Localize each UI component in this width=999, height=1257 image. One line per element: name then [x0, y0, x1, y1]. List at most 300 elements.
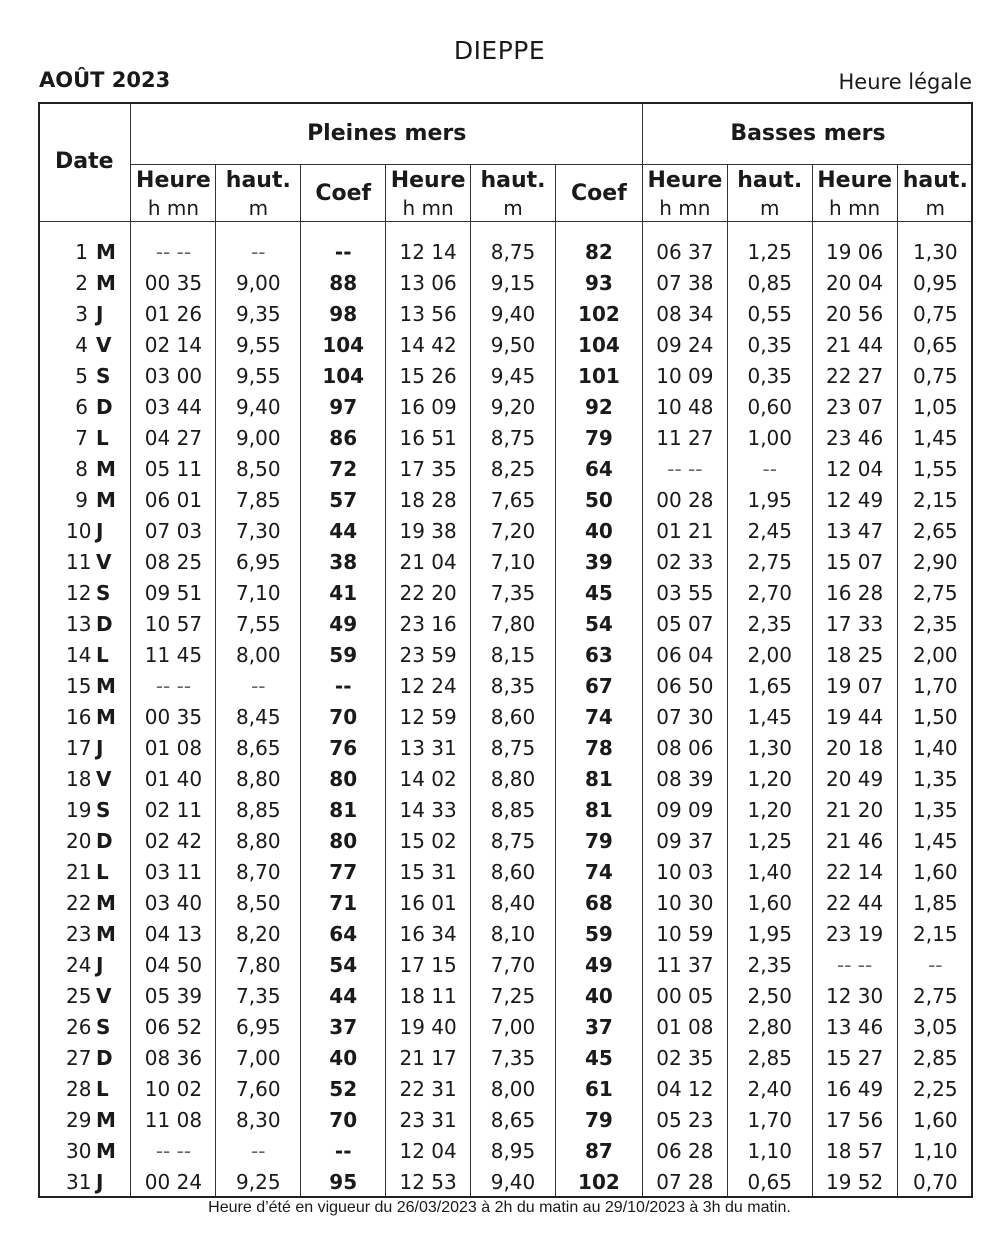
pm1-haut-cell: 8,30: [216, 1105, 301, 1136]
pm2-coef-cell: 50: [555, 484, 642, 515]
pm1-coef-cell: --: [301, 236, 386, 267]
basses-mers-header: Basses mers: [642, 102, 973, 165]
pm1-coef-cell: 40: [301, 1043, 386, 1074]
weekday-letter: M: [96, 922, 116, 946]
pm1-haut-cell: 7,55: [216, 608, 301, 639]
bm2-haut-cell: 3,05: [897, 1012, 973, 1043]
bm1-haut-cell: 1,10: [727, 1136, 812, 1167]
table-row: [38, 919, 973, 950]
pm2-haut-cell: 8,75: [471, 422, 556, 453]
pm2-heure-cell: 16 34: [386, 919, 471, 950]
day-number: 30: [66, 1139, 92, 1164]
day-number: 24: [66, 953, 92, 978]
pm2-coef-cell: 81: [555, 763, 642, 794]
pm2-haut-cell: 8,65: [471, 1105, 556, 1136]
pm2-coef-cell: 87: [555, 1136, 642, 1167]
bm1-haut-cell: 1,00: [727, 422, 812, 453]
pm2-coef-cell: 82: [555, 236, 642, 267]
pm1-heure-cell: -- --: [131, 1136, 216, 1167]
table-row: [38, 794, 973, 825]
weekday-letter: M: [96, 239, 116, 264]
pm2-heure-cell: 12 24: [386, 670, 471, 701]
pm2-haut-cell: 8,60: [471, 856, 556, 887]
table-row: [38, 422, 973, 453]
pm1-haut-cell: --: [216, 236, 301, 267]
bm2-haut-cell: 2,85: [897, 1043, 973, 1074]
pm1-heure-cell: 02 42: [131, 825, 216, 856]
pm2-heure-cell: 22 20: [386, 577, 471, 608]
pm1-haut-cell: 8,50: [216, 453, 301, 484]
bm2-haut-cell: 1,30: [897, 236, 973, 267]
pm1-haut-cell: 7,80: [216, 950, 301, 981]
pm2-haut-cell: 8,75: [471, 825, 556, 856]
bm2-haut-cell: 0,75: [897, 360, 973, 391]
pm2-heure-cell: 16 51: [386, 422, 471, 453]
pm2-haut-cell: 8,00: [471, 1074, 556, 1105]
day-number: 17: [66, 735, 92, 760]
bm1-haut-cell: 1,25: [727, 236, 812, 267]
day-number: 29: [66, 1108, 92, 1133]
bm2-haut-cell: 1,70: [897, 670, 973, 701]
table-row: [38, 1012, 973, 1043]
pm2-haut-cell: 7,25: [471, 981, 556, 1012]
bm2-heure-cell: 19 52: [812, 1167, 897, 1198]
month-label: AOÛT 2023: [39, 68, 171, 92]
pm2-coef-cell: 81: [555, 794, 642, 825]
bm1-haut-cell: 1,40: [727, 856, 812, 887]
weekday-letter: M: [96, 890, 116, 915]
pm1-heure-cell: 00 35: [131, 267, 216, 298]
bm2-heure-cell: 23 07: [812, 391, 897, 422]
weekday-letter: L: [96, 425, 109, 450]
pm1-haut-cell: 8,80: [216, 825, 301, 856]
bm2-haut-cell: 2,00: [897, 639, 973, 670]
pm1-haut-cell: 9,55: [216, 360, 301, 391]
pm1-coef-cell: 80: [301, 825, 386, 856]
bm1-heure-cell: 01 08: [642, 1012, 727, 1043]
pm2-coef-cell: 102: [555, 298, 642, 329]
pm2-haut-cell: 9,40: [471, 1167, 556, 1198]
table-row: [38, 1074, 973, 1105]
bm1-haut-cell: 1,65: [727, 670, 812, 701]
bm2-haut-cell: 1,45: [897, 422, 973, 453]
pm1-haut-cell: 7,00: [216, 1043, 301, 1074]
pm1-heure-cell: 05 39: [131, 981, 216, 1012]
bm2-haut-cell: 2,15: [897, 919, 973, 950]
pm2-heure-cell: 18 11: [386, 981, 471, 1012]
day-number: 18: [66, 766, 92, 791]
pm2-coef-cell: 68: [555, 887, 642, 918]
bm2-heure-cell: 13 46: [812, 1012, 897, 1043]
date-cell: [38, 1136, 131, 1167]
weekday-letter: M: [96, 456, 116, 481]
bm1-haut-cell: 2,85: [727, 1043, 812, 1074]
weekday-letter: D: [96, 1046, 113, 1071]
date-cell: [38, 391, 131, 422]
pm2-heure-cell: 23 31: [386, 1105, 471, 1136]
table-row: [38, 360, 973, 391]
day-number: 4: [75, 332, 88, 357]
date-cell: [38, 856, 131, 887]
bm1-haut-cell: 1,95: [727, 484, 812, 515]
day-number: 15: [66, 673, 92, 698]
pm1-coef-cell: 86: [301, 422, 386, 453]
pm1-coef-cell: 81: [301, 794, 386, 825]
bm2-heure-cell: 21 46: [812, 825, 897, 856]
bm1-haut-cell: 0,55: [727, 298, 812, 329]
bm2-heure-cell: 15 07: [812, 546, 897, 577]
date-cell: [38, 950, 131, 981]
table-row: [38, 981, 973, 1012]
pm1-haut-cell: 7,60: [216, 1074, 301, 1105]
day-number: 16: [66, 704, 92, 729]
pm2-coef-cell: 61: [555, 1074, 642, 1105]
date-cell: [38, 484, 131, 515]
pm1-haut-cell: --: [216, 670, 301, 701]
pm2-coef-cell: 40: [555, 515, 642, 546]
time-note: Heure légale: [838, 70, 972, 94]
weekday-letter: L: [96, 642, 109, 667]
bm2-haut-cell: 2,35: [897, 608, 973, 639]
weekday-letter: J: [96, 1170, 104, 1195]
pm2-coef-cell: 79: [555, 1105, 642, 1136]
date-cell: [38, 701, 131, 732]
date-cell: [38, 919, 131, 950]
bm1-haut-cell: 2,45: [727, 515, 812, 546]
pm2-haut-cell: 8,10: [471, 919, 556, 950]
bm1-haut-cell: 1,25: [727, 825, 812, 856]
pm1-coef-cell: 70: [301, 701, 386, 732]
table-row: [38, 670, 973, 701]
pm1-coef-cell: 98: [301, 298, 386, 329]
table-row: [38, 763, 973, 794]
pm2-haut-cell: 8,95: [471, 1136, 556, 1167]
bm1-heure-cell: -- --: [642, 453, 727, 484]
pm1-coef-header: Coef: [301, 165, 386, 222]
pm1-coef-cell: --: [301, 670, 386, 701]
pm1-haut-cell: 6,95: [216, 1012, 301, 1043]
pm1-haut-cell: 7,35: [216, 981, 301, 1012]
bm1-haut-cell: 2,40: [727, 1074, 812, 1105]
pm1-haut-cell: 7,10: [216, 577, 301, 608]
pm2-heure-cell: 15 26: [386, 360, 471, 391]
pm2-haut-cell: 9,40: [471, 298, 556, 329]
bm1-heure-cell: 06 28: [642, 1136, 727, 1167]
pm1-haut-cell: 8,20: [216, 919, 301, 950]
pm1-haut-cell: --: [216, 1136, 301, 1167]
bm1-haut-cell: 2,35: [727, 950, 812, 981]
pm1-heure-cell: 02 11: [131, 794, 216, 825]
pm1-heure-cell: -- --: [131, 236, 216, 267]
pm1-coef-cell: 88: [301, 267, 386, 298]
pm2-coef-cell: 92: [555, 391, 642, 422]
date-cell: [38, 1043, 131, 1074]
weekday-letter: J: [96, 735, 104, 760]
pm1-heure-cell: 03 11: [131, 856, 216, 887]
pm2-haut-cell: 7,35: [471, 1043, 556, 1074]
date-cell: [38, 825, 131, 856]
pm2-coef-cell: 74: [555, 701, 642, 732]
pleines-mers-header: Pleines mers: [131, 102, 642, 165]
pm2-heure-cell: 23 16: [386, 608, 471, 639]
bm1-heure-cell: 09 24: [642, 329, 727, 360]
pm1-haut-cell: 8,80: [216, 763, 301, 794]
day-number: 8: [75, 456, 88, 481]
bm1-haut-cell: 1,60: [727, 887, 812, 918]
bm2-heure-cell: 18 25: [812, 639, 897, 670]
table-row: [38, 608, 973, 639]
pm2-heure-header: Heure h mn: [386, 165, 471, 222]
table-row: [38, 329, 973, 360]
pm2-heure-cell: 12 59: [386, 701, 471, 732]
bm2-heure-cell: 22 14: [812, 856, 897, 887]
day-number: 22: [66, 890, 92, 915]
bm1-haut-cell: 2,35: [727, 608, 812, 639]
pm2-heure-cell: 18 28: [386, 484, 471, 515]
table-row: [38, 1043, 973, 1074]
pm1-coef-cell: 72: [301, 453, 386, 484]
date-cell: [38, 1167, 131, 1198]
pm2-heure-cell: 21 17: [386, 1043, 471, 1074]
bm1-heure-cell: 09 09: [642, 794, 727, 825]
pm1-heure-cell: 00 24: [131, 1167, 216, 1198]
bm1-heure-cell: 02 33: [642, 546, 727, 577]
date-cell: [38, 267, 131, 298]
bm2-heure-cell: 23 19: [812, 919, 897, 950]
bm2-haut-cell: 1,85: [897, 887, 973, 918]
day-number: 23: [66, 922, 92, 946]
date-cell: [38, 639, 131, 670]
table-row: [38, 453, 973, 484]
pm2-haut-cell: 9,45: [471, 360, 556, 391]
bm2-haut-cell: 0,95: [897, 267, 973, 298]
table-row: [38, 732, 973, 763]
date-cell: [38, 546, 131, 577]
pm2-coef-cell: 39: [555, 546, 642, 577]
date-cell: [38, 1105, 131, 1136]
pm2-heure-cell: 16 01: [386, 887, 471, 918]
bm2-heure-cell: 17 56: [812, 1105, 897, 1136]
pm1-heure-cell: 06 01: [131, 484, 216, 515]
day-number: 2: [75, 270, 88, 295]
table-row: [38, 1136, 973, 1167]
bm2-haut-cell: 1,60: [897, 856, 973, 887]
pm2-heure-cell: 23 59: [386, 639, 471, 670]
pm2-haut-header: haut. m: [471, 165, 556, 222]
bm1-heure-cell: 00 05: [642, 981, 727, 1012]
date-cell: [38, 1074, 131, 1105]
pm1-haut-cell: 9,40: [216, 391, 301, 422]
bm2-heure-cell: 12 49: [812, 484, 897, 515]
weekday-letter: D: [96, 611, 113, 636]
pm2-coef-cell: 74: [555, 856, 642, 887]
pm1-haut-cell: 8,50: [216, 887, 301, 918]
pm2-coef-cell: 78: [555, 732, 642, 763]
pm2-heure-cell: 14 33: [386, 794, 471, 825]
bm1-haut-cell: --: [727, 453, 812, 484]
bm2-heure-cell: 19 07: [812, 670, 897, 701]
pm2-coef-cell: 45: [555, 1043, 642, 1074]
day-number: 12: [66, 580, 92, 605]
table-row: [38, 236, 973, 267]
bm2-haut-cell: 1,10: [897, 1136, 973, 1167]
day-number: 7: [75, 425, 88, 450]
pm1-coef-cell: 54: [301, 950, 386, 981]
date-cell: [38, 1012, 131, 1043]
bm1-heure-cell: 06 37: [642, 236, 727, 267]
pm1-heure-cell: 04 50: [131, 950, 216, 981]
pm2-heure-cell: 16 09: [386, 391, 471, 422]
weekday-letter: V: [96, 984, 112, 1009]
bm1-heure-cell: 04 12: [642, 1074, 727, 1105]
pm1-haut-cell: 9,00: [216, 422, 301, 453]
bm1-heure-cell: 09 37: [642, 825, 727, 856]
day-number: 14: [66, 642, 92, 667]
weekday-letter: M: [96, 673, 116, 698]
pm2-haut-cell: 7,65: [471, 484, 556, 515]
pm1-heure-cell: 01 40: [131, 763, 216, 794]
pm1-coef-cell: 95: [301, 1167, 386, 1198]
bm2-heure-cell: 16 49: [812, 1074, 897, 1105]
pm1-haut-cell: 8,70: [216, 856, 301, 887]
bm2-heure-cell: 13 47: [812, 515, 897, 546]
table-row: [38, 887, 973, 918]
pm2-haut-cell: 9,15: [471, 267, 556, 298]
pm1-heure-cell: 04 13: [131, 919, 216, 950]
bm2-heure-cell: 22 44: [812, 887, 897, 918]
pm2-coef-cell: 79: [555, 422, 642, 453]
pm1-coef-cell: 44: [301, 981, 386, 1012]
pm1-heure-cell: 05 11: [131, 453, 216, 484]
pm2-heure-cell: 13 06: [386, 267, 471, 298]
date-cell: [38, 360, 131, 391]
day-number: 25: [66, 984, 92, 1009]
bm1-heure-cell: 10 59: [642, 919, 727, 950]
pm2-heure-cell: 12 14: [386, 236, 471, 267]
pm1-heure-cell: 00 35: [131, 701, 216, 732]
table-row: [38, 639, 973, 670]
bm2-heure-cell: 20 49: [812, 763, 897, 794]
bm2-haut-cell: --: [897, 950, 973, 981]
table-row: [38, 546, 973, 577]
pm1-haut-cell: 9,55: [216, 329, 301, 360]
pm2-heure-cell: 21 04: [386, 546, 471, 577]
pm1-haut-cell: 7,85: [216, 484, 301, 515]
day-number: 11: [66, 549, 92, 574]
bm2-heure-cell: 17 33: [812, 608, 897, 639]
bm1-haut-cell: 0,85: [727, 267, 812, 298]
pm1-coef-cell: 80: [301, 763, 386, 794]
pm1-haut-cell: 9,25: [216, 1167, 301, 1198]
bm1-haut-cell: 1,70: [727, 1105, 812, 1136]
date-cell: [38, 453, 131, 484]
weekday-letter: S: [96, 1015, 111, 1040]
day-number: 19: [66, 797, 92, 822]
pm2-heure-cell: 17 35: [386, 453, 471, 484]
day-number: 26: [66, 1015, 92, 1040]
table-row: [38, 515, 973, 546]
pm1-coef-cell: 76: [301, 732, 386, 763]
pm2-haut-cell: 8,15: [471, 639, 556, 670]
pm2-haut-cell: 8,75: [471, 732, 556, 763]
pm1-haut-cell: 8,65: [216, 732, 301, 763]
bm1-heure-cell: 00 28: [642, 484, 727, 515]
weekday-letter: M: [96, 1108, 116, 1133]
bm1-haut-cell: 1,20: [727, 763, 812, 794]
footer-note: Heure d’été en vigueur du 26/03/2023 à 2h du matin au 29/10/2023 à 3h du matin.: [208, 1199, 791, 1216]
pm1-heure-cell: 06 52: [131, 1012, 216, 1043]
date-cell: [38, 732, 131, 763]
bm2-heure-cell: 12 30: [812, 981, 897, 1012]
bm2-haut-cell: 2,65: [897, 515, 973, 546]
pm2-haut-cell: 8,35: [471, 670, 556, 701]
date-cell: [38, 577, 131, 608]
pm1-heure-cell: -- --: [131, 670, 216, 701]
pm1-coef-cell: 49: [301, 608, 386, 639]
pm2-haut-cell: 7,00: [471, 1012, 556, 1043]
pm1-heure-cell: 02 14: [131, 329, 216, 360]
pm1-heure-header: Heure h mn: [131, 165, 216, 222]
pm1-haut-cell: 6,95: [216, 546, 301, 577]
pm2-coef-cell: 37: [555, 1012, 642, 1043]
pm2-haut-cell: 7,10: [471, 546, 556, 577]
weekday-letter: L: [96, 859, 109, 884]
pm2-haut-cell: 8,60: [471, 701, 556, 732]
weekday-letter: J: [96, 953, 104, 978]
bm1-heure-cell: 03 55: [642, 577, 727, 608]
bm1-heure-cell: 08 39: [642, 763, 727, 794]
table-row: [38, 577, 973, 608]
pm2-heure-cell: 17 15: [386, 950, 471, 981]
date-cell: [38, 887, 131, 918]
bm2-haut-cell: 2,75: [897, 981, 973, 1012]
date-cell: [38, 794, 131, 825]
pm2-haut-cell: 8,80: [471, 763, 556, 794]
pm1-coef-cell: 71: [301, 887, 386, 918]
day-number: 20: [66, 828, 92, 853]
pm2-coef-cell: 67: [555, 670, 642, 701]
pm1-haut-cell: 9,35: [216, 298, 301, 329]
pm1-coef-cell: 104: [301, 360, 386, 391]
date-cell: [38, 329, 131, 360]
bm1-heure-cell: 08 06: [642, 732, 727, 763]
pm1-heure-cell: 10 57: [131, 608, 216, 639]
pm2-haut-cell: 8,75: [471, 236, 556, 267]
bm2-haut-cell: 0,70: [897, 1167, 973, 1198]
weekday-letter: S: [96, 580, 111, 605]
pm1-heure-cell: 03 40: [131, 887, 216, 918]
pm1-haut-cell: 7,30: [216, 515, 301, 546]
bm1-heure-cell: 01 21: [642, 515, 727, 546]
bm2-haut-cell: 1,40: [897, 732, 973, 763]
bm1-haut-cell: 1,45: [727, 701, 812, 732]
pm1-coef-cell: 41: [301, 577, 386, 608]
bm1-heure-cell: 10 48: [642, 391, 727, 422]
pm1-heure-cell: 11 45: [131, 639, 216, 670]
bm1-haut-cell: 0,35: [727, 360, 812, 391]
bm2-heure-cell: 20 56: [812, 298, 897, 329]
pm1-heure-cell: 03 00: [131, 360, 216, 391]
pm2-coef-cell: 49: [555, 950, 642, 981]
pm1-coef-cell: 44: [301, 515, 386, 546]
bm2-haut-cell: 1,35: [897, 794, 973, 825]
bm1-heure-cell: 10 03: [642, 856, 727, 887]
pm2-coef-cell: 54: [555, 608, 642, 639]
bm1-haut-cell: 0,35: [727, 329, 812, 360]
weekday-letter: V: [96, 332, 112, 357]
bm2-haut-cell: 1,50: [897, 701, 973, 732]
pm1-heure-cell: 10 02: [131, 1074, 216, 1105]
